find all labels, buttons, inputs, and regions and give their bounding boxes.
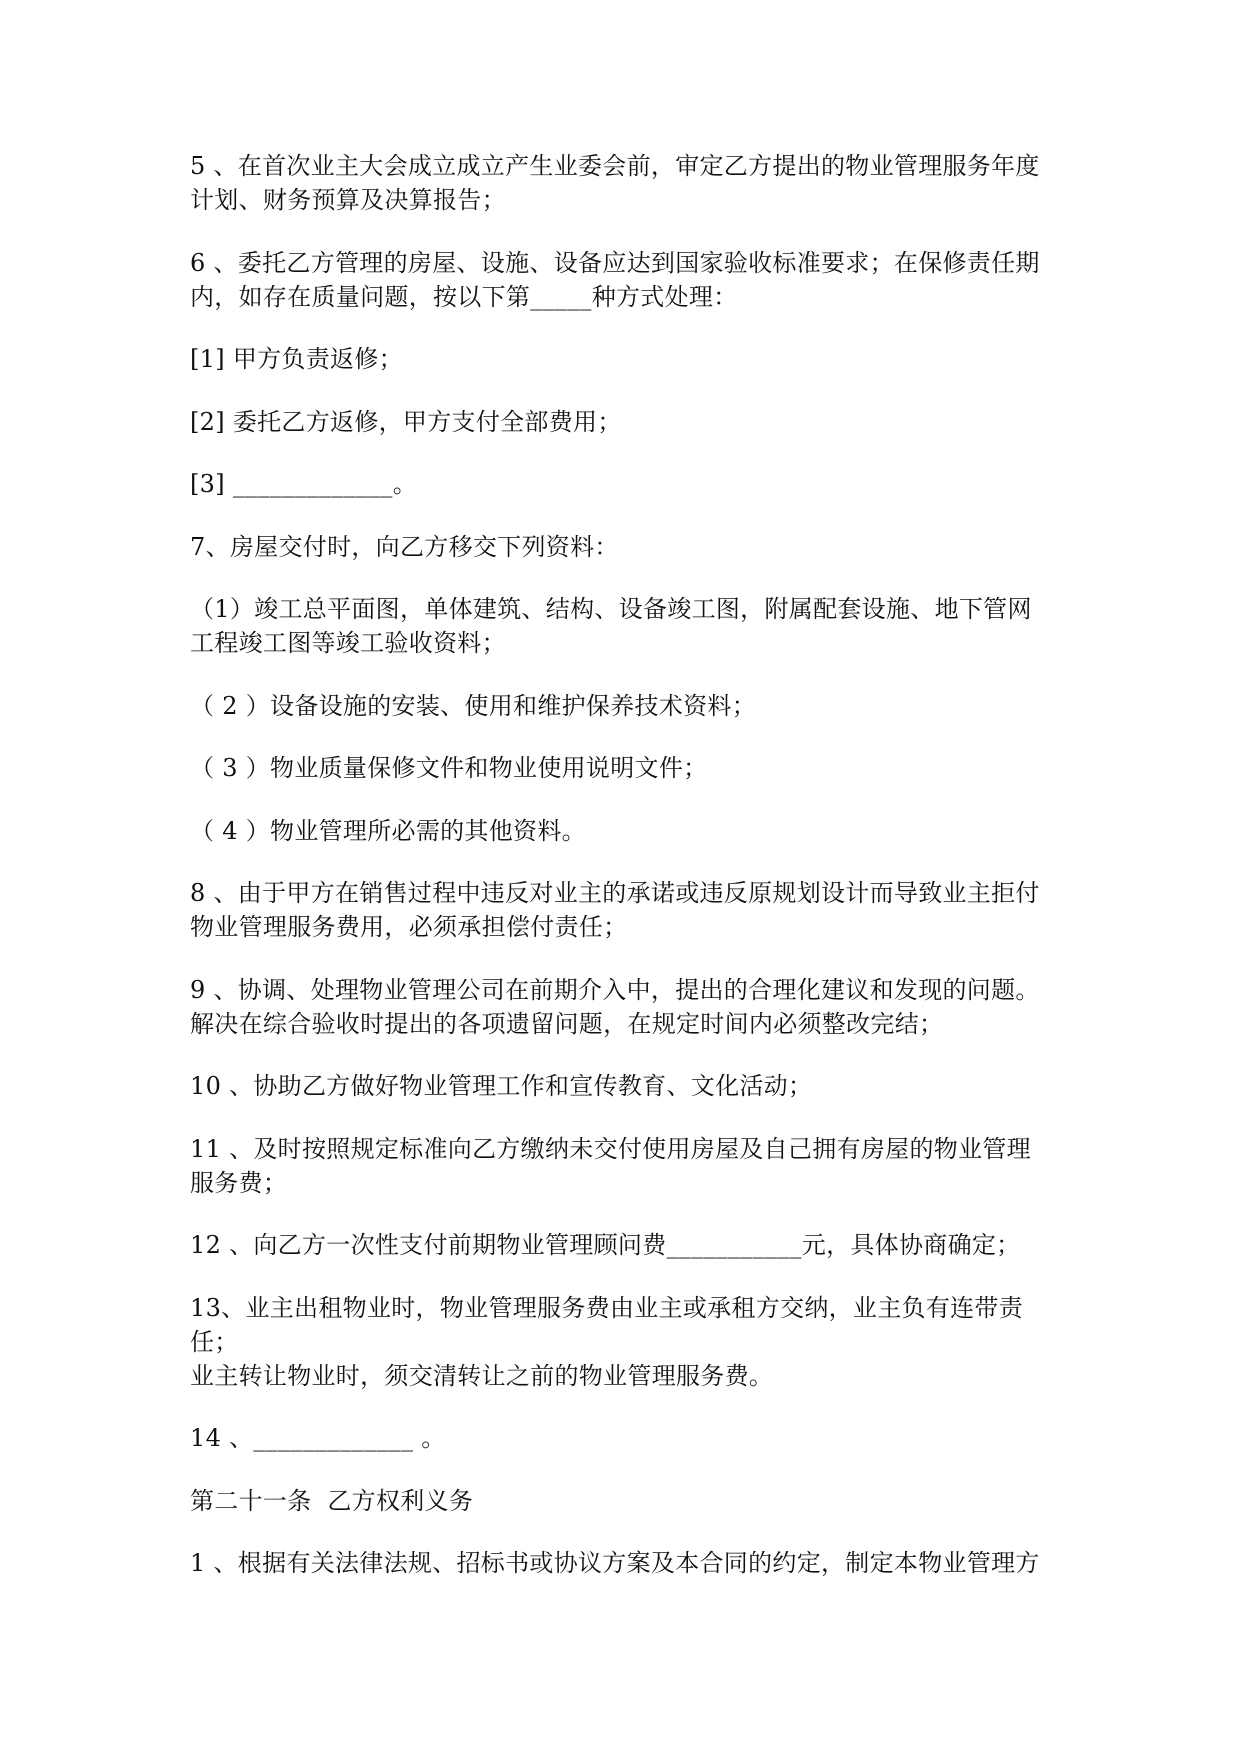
paragraph-line: 1 、根据有关法律法规、招标书或协议方案及本合同的约定，制定本物业管理方 — [190, 1549, 1040, 1577]
paragraph-line: 11 、及时按照规定标准向乙方缴纳未交付使用房屋及自己拥有房屋的物业管理 — [190, 1134, 1031, 1163]
paragraph-line: 解决在综合验收时提出的各项遗留问题，在规定时间内必须整改完结； — [190, 1009, 944, 1038]
paragraph-line: 13、业主出租物业时，物业管理服务费由业主或承租方交纳，业主负有连带责任； — [190, 1293, 1024, 1356]
paragraph-line: （1）竣工总平面图，单体建筑、结构、设备竣工图，附属配套设施、地下管网 — [190, 595, 1032, 623]
paragraph-line: 业主转让物业时，须交清转让之前的物业管理服务费。 — [190, 1361, 774, 1390]
document-paragraph — [190, 876, 1070, 944]
paragraph-line: 7、房屋交付时，向乙方移交下列资料： — [190, 532, 619, 561]
document-paragraph — [190, 592, 1070, 660]
paragraph-line: 服务费； — [190, 1168, 288, 1197]
document-paragraph — [190, 467, 1070, 501]
document-paragraph — [190, 530, 1070, 564]
paragraph-line: 9 、协调、处理物业管理公司在前期介入中，提出的合理化建议和发现的问题。 — [190, 975, 1040, 1004]
paragraph-line: 计划、财务预算及决算报告； — [190, 186, 506, 214]
paragraph-line: 物业管理服务费用，必须承担偿付责任； — [190, 913, 628, 941]
document-paragraph — [190, 1484, 1070, 1518]
document-paragraph — [190, 689, 1070, 723]
document-paragraph — [190, 149, 1070, 217]
document-paragraph — [190, 246, 1070, 314]
document-paragraph — [190, 973, 1070, 1041]
document-paragraph — [190, 1291, 1070, 1393]
paragraph-line: 内，如存在质量问题，按以下第_____种方式处理： — [190, 282, 738, 311]
paragraph-line: 第二十一条 乙方权利义务 — [190, 1486, 474, 1515]
document-paragraph — [190, 1069, 1070, 1103]
paragraph-line: （ 3 ）物业质量保修文件和物业使用说明文件； — [190, 754, 708, 782]
paragraph-line: 工程竣工图等竣工验收资料； — [190, 629, 506, 657]
document-paragraph — [190, 405, 1070, 439]
paragraph-line: 12 、向乙方一次性支付前期物业管理顾问费___________元，具体协商确定； — [190, 1231, 1021, 1259]
document-paragraph — [190, 814, 1070, 848]
paragraph-line: 10 、协助乙方做好物业管理工作和宣传教育、文化活动； — [190, 1072, 813, 1100]
paragraph-line: 5 、在首次业主大会成立成立产生业委会前，审定乙方提出的物业管理服务年度 — [190, 152, 1040, 180]
paragraph-line: 6 、委托乙方管理的房屋、设施、设备应达到国家验收标准要求；在保修责任期 — [190, 248, 1040, 277]
document-page — [190, 149, 1070, 1609]
paragraph-line: [2] 委托乙方返修，甲方支付全部费用； — [190, 407, 622, 436]
paragraph-line: [3] _____________。 — [190, 470, 418, 498]
paragraph-line: 14 、_____________ 。 — [190, 1424, 446, 1452]
paragraph-line: （ 4 ）物业管理所必需的其他资料。 — [190, 816, 586, 845]
document-paragraph — [190, 1228, 1070, 1262]
paragraph-line: 8 、由于甲方在销售过程中违反对业主的承诺或违反原规划设计而导致业主拒付 — [190, 879, 1040, 907]
document-paragraph — [190, 1546, 1070, 1580]
paragraph-line: [1] 甲方负责返修； — [190, 345, 403, 373]
paragraph-line: （ 2 ）设备设施的安装、使用和维护保养技术资料； — [190, 691, 757, 720]
document-paragraph — [190, 1421, 1070, 1455]
document-paragraph — [190, 342, 1070, 376]
document-paragraph — [190, 751, 1070, 785]
document-paragraph — [190, 1132, 1070, 1200]
